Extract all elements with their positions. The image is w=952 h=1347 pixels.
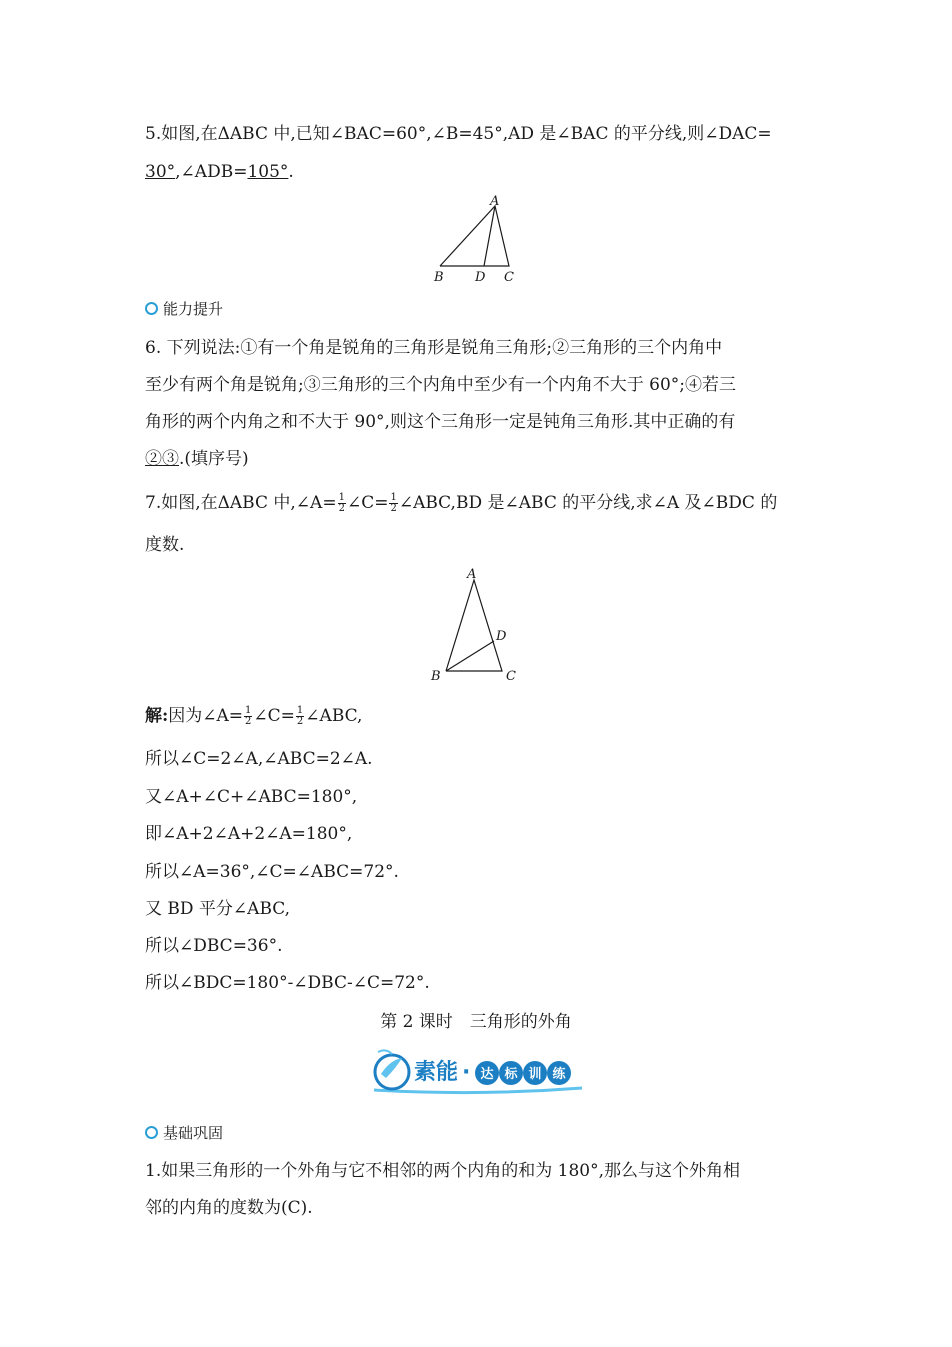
banner-dot: · — [462, 1060, 471, 1085]
banner-suneng — [368, 1046, 588, 1096]
solution-line-3 — [145, 785, 357, 809]
solution-line-8 — [145, 971, 430, 995]
solution-l2: 所以∠C=2∠A,∠ABC=2∠A. — [145, 749, 373, 769]
fig2-triangle — [446, 580, 502, 671]
solution-line-7 — [145, 934, 282, 958]
fig1-triangle — [440, 206, 509, 266]
q1-text-2: 邻的内角的度数为(C). — [145, 1198, 313, 1218]
q1-line-1 — [145, 1159, 740, 1183]
q7-text-2: 度数. — [145, 535, 185, 555]
q7-fraction-2: $\frac{1}{2}$ — [390, 492, 397, 514]
q5-line-2 — [145, 160, 294, 184]
banner-char-4: 练 — [552, 1067, 566, 1082]
solution-line-6 — [145, 897, 290, 921]
q1-text-1: 1.如果三角形的一个外角与它不相邻的两个内角的和为 180°,那么与这个外角相 — [145, 1161, 740, 1181]
circle-bullet-icon — [145, 302, 158, 315]
solution-label: 解: — [145, 706, 169, 726]
solution-l1c: ∠ABC, — [305, 706, 363, 726]
solution-line-2 — [145, 747, 373, 771]
solution-l3: 又∠A+∠C+∠ABC=180°, — [145, 787, 358, 807]
q7-line-1 — [145, 491, 777, 515]
solution-line-1 — [145, 704, 362, 728]
fig1-label-d: D — [475, 270, 486, 285]
q6-line-3 — [145, 410, 735, 434]
q5-mid: ,∠ADB= — [175, 162, 248, 182]
q6-line-1 — [145, 336, 722, 360]
figure-triangle-2 — [425, 563, 525, 688]
circle-bullet-icon — [145, 1126, 158, 1139]
q6-text-3: 角形的两个内角之和不大于 90°,则这个三角形一定是钝角三角形.其中正确的有 — [145, 412, 736, 432]
q5-text: 5.如图,在ΔABC 中,已知∠BAC=60°,∠B=45°,AD 是∠BAC 的平分线,则∠DAC= — [145, 124, 772, 144]
q1-line-2 — [145, 1196, 313, 1220]
banner-underline — [374, 1088, 582, 1093]
banner-emblem — [375, 1055, 409, 1089]
solution-l6: 又 BD 平分∠ABC, — [145, 899, 291, 919]
solution-line-5 — [145, 860, 399, 884]
q6-answer: ②③ — [145, 449, 179, 469]
banner-char-3: 训 — [528, 1067, 542, 1082]
fig2-bisector — [446, 641, 494, 671]
q7-line-2 — [145, 533, 184, 557]
fig1-label-c: C — [504, 270, 514, 285]
section-ability-title: 能力提升 — [163, 300, 224, 318]
banner-char-1: 达 — [480, 1067, 494, 1082]
fig1-label-a: A — [490, 194, 500, 209]
fig2-label-a: A — [467, 567, 477, 582]
fig2-label-d: D — [496, 629, 507, 644]
solution-l1a: 因为∠A= — [168, 706, 244, 726]
q6-line-2 — [145, 373, 736, 397]
q6-text-2: 至少有两个角是锐角;③三角形的三个内角中至少有一个内角不大于 60°;④若三 — [145, 375, 736, 395]
q6-end: .(填序号) — [179, 449, 249, 469]
fig2-label-b: B — [431, 669, 441, 684]
q7-part-1: 7.如图,在ΔABC 中,∠A= — [145, 493, 337, 513]
section-basic — [145, 1123, 223, 1143]
fig1-label-b: B — [434, 270, 444, 285]
q7-part-3: ∠ABC,BD 是∠ABC 的平分线,求∠A 及∠BDC 的 — [398, 493, 778, 513]
fig1-bisector — [484, 206, 495, 266]
banner-main: 素能 — [414, 1060, 459, 1085]
solution-l1b: ∠C= — [253, 706, 295, 726]
solution-l4: 即∠A+2∠A+2∠A=180°, — [145, 824, 353, 844]
section-ability — [145, 299, 223, 319]
q5-answer-1: 30° — [145, 162, 176, 182]
fig2-label-c: C — [506, 669, 516, 684]
q6-line-4 — [145, 447, 249, 471]
q7-part-2: ∠C= — [346, 493, 389, 513]
banner-swoosh-icon — [378, 1050, 392, 1054]
banner-char-2: 标 — [504, 1067, 518, 1082]
solution-l5: 所以∠A=36°,∠C=∠ABC=72°. — [145, 862, 399, 882]
q7-fraction-1: $\frac{1}{2}$ — [338, 492, 345, 514]
solution-fraction-1: $\frac{1}{2}$ — [245, 705, 252, 727]
solution-l8: 所以∠BDC=180°-∠DBC-∠C=72°. — [145, 973, 430, 993]
solution-line-4 — [145, 822, 352, 846]
solution-fraction-2: $\frac{1}{2}$ — [296, 705, 304, 727]
lesson-title: 第 2 课时 三角形的外角 — [380, 1012, 572, 1032]
q5-line-1 — [145, 122, 772, 146]
q5-end: . — [288, 162, 294, 182]
section-basic-title: 基础巩固 — [163, 1124, 224, 1142]
figure-triangle-1 — [430, 192, 525, 287]
q5-answer-2: 105° — [247, 162, 289, 182]
q6-text-1: 6. 下列说法:①有一个角是锐角的三角形是锐角三角形;②三角形的三个内角中 — [145, 338, 723, 358]
solution-l7: 所以∠DBC=36°. — [145, 936, 283, 956]
